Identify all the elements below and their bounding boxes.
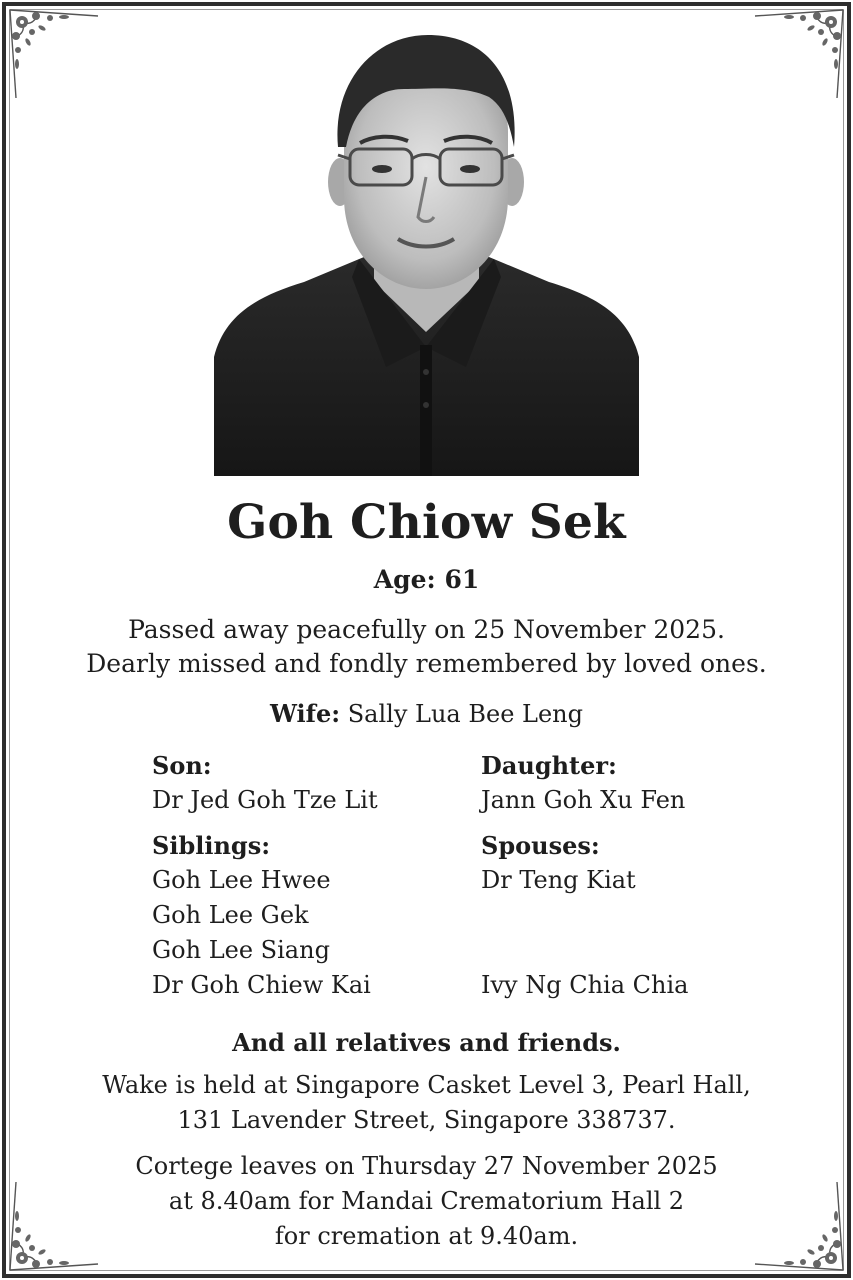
cortege-details [0, 1149, 853, 1254]
portrait-photo [214, 27, 639, 476]
deceased-name: Goh Chiow Sek [227, 495, 626, 550]
family-column-right [481, 748, 761, 1003]
floral-corner-ornament [6, 6, 102, 102]
cortege-destination-line: at 8.40am for Mandai Crematorium Hall 2 [168, 1187, 685, 1215]
spouse-name: Dr Teng Kiat [481, 866, 636, 894]
sibling-name: Dr Goh Chiew Kai [152, 971, 371, 999]
remembrance-line: Dearly missed and fondly remembered by loved ones. [86, 649, 767, 678]
daughter-name: Jann Goh Xu Fen [481, 786, 686, 814]
wife-name: Sally Lua Bee Leng [347, 700, 583, 728]
wake-details [0, 1068, 853, 1138]
family-column-left [152, 748, 472, 1003]
age-line: Age: 61 [373, 565, 480, 594]
siblings-label: Siblings: [152, 831, 271, 860]
son-label: Son: [152, 751, 212, 780]
sibling-name: Goh Lee Gek [152, 901, 309, 929]
wake-address-line: 131 Lavender Street, Singapore 338737. [177, 1106, 676, 1134]
daughter-label: Daughter: [481, 751, 617, 780]
sibling-name: Goh Lee Hwee [152, 866, 331, 894]
passing-message [0, 613, 853, 681]
sibling-name: Goh Lee Siang [152, 936, 330, 964]
cortege-date-line: Cortege leaves on Thursday 27 November 2025 [135, 1152, 718, 1180]
son-name: Dr Jed Goh Tze Lit [152, 786, 378, 814]
cremation-time-line: for cremation at 9.40am. [274, 1222, 579, 1250]
spouse-name: Ivy Ng Chia Chia [481, 971, 689, 999]
relatives-line: And all relatives and friends. [232, 1028, 621, 1057]
wake-venue-line: Wake is held at Singapore Casket Level 3, Pearl Hall, [102, 1071, 751, 1099]
wife-line [0, 697, 853, 731]
wife-label: Wife: [269, 699, 341, 728]
passing-date-line: Passed away peacefully on 25 November 2025. [128, 615, 725, 644]
spouses-label: Spouses: [481, 831, 600, 860]
floral-corner-ornament [751, 6, 847, 102]
